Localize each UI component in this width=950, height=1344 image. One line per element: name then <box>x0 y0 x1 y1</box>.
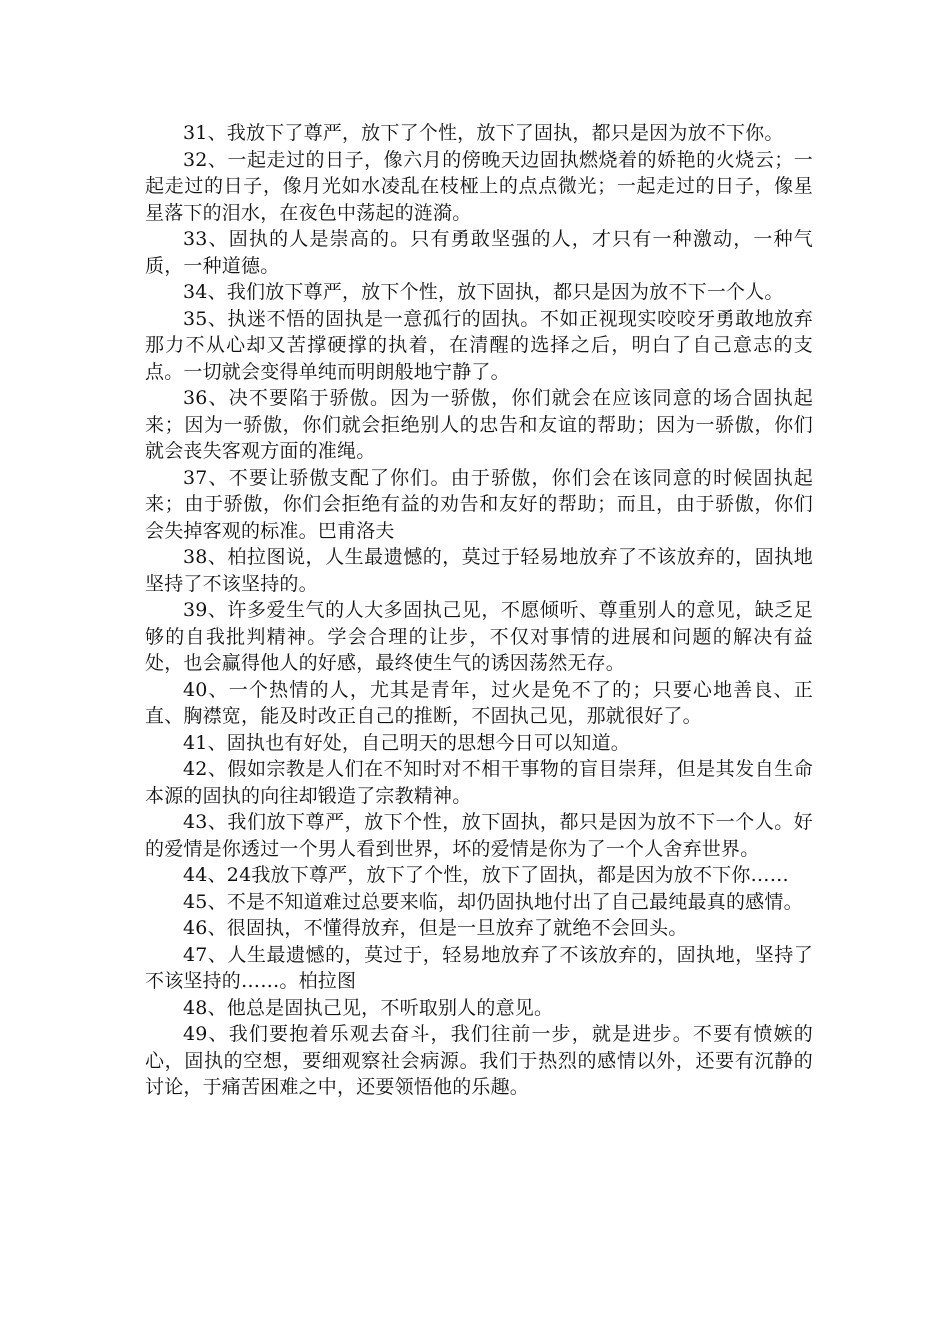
paragraph-32: 32、一起走过的日子，像六月的傍晚天边固执燃烧着的娇艳的火烧云；一起走过的日子，像月光如水凌乱在枝桠上的点点微光；一起走过的日子，像星星落下的泪水，在夜色中荡起的涟漪。 <box>145 148 813 224</box>
document-body <box>145 120 813 1101</box>
paragraph-42: 42、假如宗教是人们在不知时对不相干事物的盲目崇拜，但是其发自生命本源的固执的向往却锻造了宗教精神。 <box>145 758 813 807</box>
paragraph-36: 36、决不要陷于骄傲。因为一骄傲，你们就会在应该同意的场合固执起来；因为一骄傲，你们就会拒绝别人的忠告和友谊的帮助；因为一骄傲，你们就会丧失客观方面的准绳。 <box>145 387 813 462</box>
paragraph-43: 43、我们放下尊严，放下个性，放下固执，都只是因为放不下一个人。好的爱情是你透过一个男人看到世界，坏的爱情是你为了一个人舍弃世界。 <box>145 811 813 860</box>
paragraph-38: 38、柏拉图说，人生最遗憾的，莫过于轻易地放弃了不该放弃的，固执地坚持了不该坚持的。 <box>145 546 813 595</box>
paragraph-35: 35、执迷不悟的固执是一意孤行的固执。不如正视现实咬咬牙勇敢地放弃那力不从心却又苦撑硬撑的执着，在清醒的选择之后，明白了自己意志的支点。一切就会变得单纯而明朗般地宁静了。 <box>145 307 813 383</box>
paragraph-41: 41、固执也有好处，自己明天的思想今日可以知道。 <box>183 731 630 754</box>
paragraph-44: 44、24我放下尊严，放下了个性，放下了固执，都是因为放不下你…… <box>183 864 789 886</box>
paragraph-45: 45、不是不知道难过总要来临，却仍固执地付出了自己最纯最真的感情。 <box>183 890 803 913</box>
paragraph-34: 34、我们放下尊严，放下个性，放下固执，都只是因为放不下一个人。 <box>183 281 784 303</box>
paragraph-47: 47、人生最遗憾的，莫过于，轻易地放弃了不该放弃的，固执地，坚持了不该坚持的……。柏拉图 <box>145 943 813 992</box>
paragraph-48: 48、他总是固执己见，不听取别人的意见。 <box>183 996 554 1019</box>
paragraph-31: 31、我放下了尊严，放下了个性，放下了固执，都只是因为放不下你。 <box>183 122 784 144</box>
paragraph-46: 46、很固执，不懂得放弃，但是一旦放弃了就绝不会回头。 <box>183 917 688 939</box>
paragraph-39: 39、许多爱生气的人大多固执己见，不愿倾听、尊重别人的意见，缺乏足够的自我批判精神。学会合理的让步，不仅对事情的进展和问题的解决有益处，也会赢得他人的好感，最终使生气的诱因荡然无存。 <box>145 599 813 674</box>
paragraph-33: 33、固执的人是崇高的。只有勇敢坚强的人，才只有一种激动，一种气质，一种道德。 <box>145 228 813 277</box>
paragraph-49: 49、我们要抱着乐观去奋斗，我们往前一步，就是进步。不要有愤嫉的心，固执的空想，要细观察社会病源。我们于热烈的感情以外，还要有沉静的讨论，于痛苦困难之中，还要领悟他的乐趣。 <box>145 1023 813 1098</box>
paragraph-40: 40、一个热情的人，尤其是青年，过火是免不了的；只要心地善良、正直、胸襟宽，能及时改正自己的推断，不固执己见，那就很好了。 <box>145 678 813 727</box>
paragraph-37: 37、不要让骄傲支配了你们。由于骄傲，你们会在该同意的时候固执起来；由于骄傲，你们会拒绝有益的劝告和友好的帮助；而且，由于骄傲，你们会失掉客观的标准。巴甫洛夫 <box>145 466 813 542</box>
